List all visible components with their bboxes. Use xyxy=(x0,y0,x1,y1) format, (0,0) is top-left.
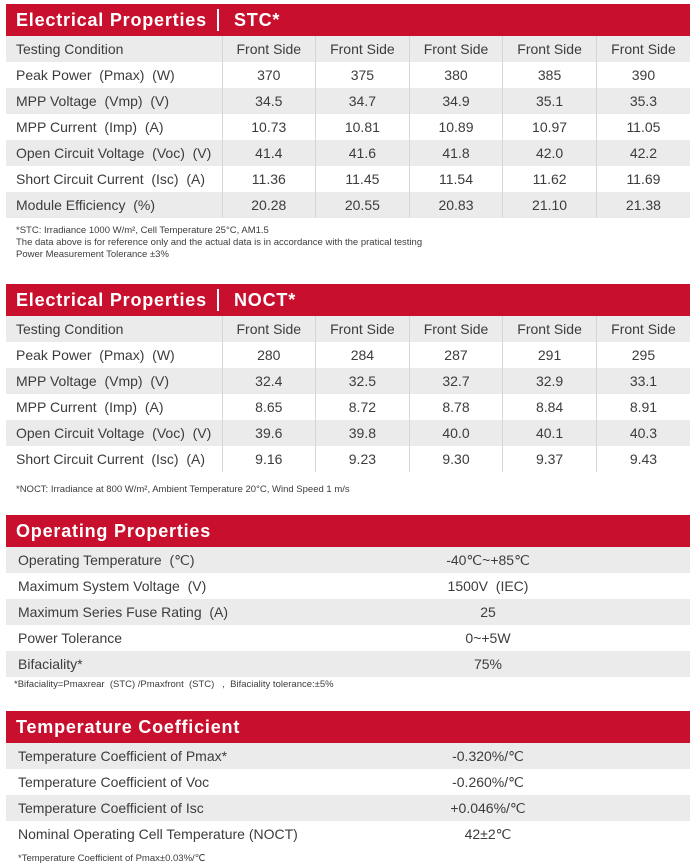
table-row xyxy=(6,420,690,446)
cell: 33.1 xyxy=(596,368,690,394)
table-row xyxy=(6,368,690,394)
row-value: 42±2℃ xyxy=(464,825,512,842)
table-row xyxy=(6,36,690,62)
operating-title: Operating Properties xyxy=(16,520,212,541)
cell: 11.69 xyxy=(626,171,661,187)
cell: Front Side xyxy=(316,36,410,62)
cell: 20.55 xyxy=(316,192,410,218)
noct-subtitle: NOCT* xyxy=(234,289,296,310)
row-label: MPP Voltage (Vmp) (V) xyxy=(6,368,222,394)
cell: 10.97 xyxy=(503,114,597,140)
row-label: Bifaciality* xyxy=(6,651,366,677)
cell: 11.36 xyxy=(222,166,316,192)
cell: 34.9 xyxy=(409,88,503,114)
row-label: MPP Voltage (Vmp) (V) xyxy=(6,88,222,114)
cell: 8.72 xyxy=(316,394,410,420)
noct-title: Electrical Properties xyxy=(16,289,207,310)
cell: 41.8 xyxy=(409,140,503,166)
row-label: Testing Condition xyxy=(6,316,222,342)
note-line: Power Measurement Tolerance ±3% xyxy=(16,249,169,260)
noct-table xyxy=(6,316,690,472)
row-label: Nominal Operating Cell Temperature (NOCT) xyxy=(18,826,298,842)
table-row xyxy=(6,821,690,847)
table-row xyxy=(6,446,690,472)
row-label: Short Circuit Current (Isc) (A) xyxy=(6,166,222,192)
cell: 32.4 xyxy=(222,368,316,394)
row-value: 0~+5W xyxy=(465,630,511,646)
row-label: Maximum System Voltage (V) xyxy=(18,578,207,594)
cell: 11.05 xyxy=(626,119,661,135)
cell: 34.5 xyxy=(222,88,316,114)
temperature-note xyxy=(6,853,690,865)
row-label: Temperature Coefficient of Pmax* xyxy=(6,743,366,769)
row-value: -0.260%/℃ xyxy=(452,773,524,790)
table-row xyxy=(6,743,690,769)
cell: Front Side xyxy=(596,316,690,342)
cell: Front Side xyxy=(222,316,316,342)
cell: 39.8 xyxy=(316,420,410,446)
cell: 385 xyxy=(503,62,597,88)
cell: 10.73 xyxy=(222,114,316,140)
cell: 20.83 xyxy=(409,192,503,218)
noct-header xyxy=(6,284,690,316)
cell: 32.5 xyxy=(316,368,410,394)
temperature-table xyxy=(6,743,690,847)
row-value: 75% xyxy=(366,651,690,677)
cell: 32.7 xyxy=(409,368,503,394)
table-row xyxy=(6,140,690,166)
cell: 8.65 xyxy=(222,394,316,420)
table-row xyxy=(6,795,690,821)
row-label: Peak Power (Pmax) (W) xyxy=(6,62,222,88)
cell: 10.89 xyxy=(409,114,503,140)
cell: 42.0 xyxy=(503,140,597,166)
noct-notes xyxy=(6,484,690,496)
cell: 295 xyxy=(631,347,656,363)
row-label: MPP Current (Imp) (A) xyxy=(6,114,222,140)
row-value: 1500V (IEC) xyxy=(447,578,529,594)
note-line: *STC: Irradiance 1000 W/m², Cell Temperature 25°C, AM1.5 xyxy=(16,225,269,236)
table-row xyxy=(6,547,690,573)
row-label: Module Efficiency (%) xyxy=(6,192,222,218)
operating-section xyxy=(6,515,690,691)
cell: 21.38 xyxy=(596,192,690,218)
cell: Front Side xyxy=(409,316,503,342)
table-row xyxy=(6,62,690,88)
table-row xyxy=(6,573,690,599)
note-line: *Temperature Coefficient of Pmax±0.03%/℃ xyxy=(18,853,206,864)
cell: 9.23 xyxy=(316,446,410,472)
cell: Front Side xyxy=(409,36,503,62)
cell: 9.30 xyxy=(409,446,503,472)
noct-section xyxy=(6,284,690,496)
table-row xyxy=(6,651,690,677)
cell: 40.3 xyxy=(596,420,690,446)
table-row xyxy=(6,192,690,218)
cell: Front Side xyxy=(503,36,597,62)
note-line: *Bifaciality=Pmaxrear (STC) /Pmaxfront (STC) , Bifaciality tolerance:±5% xyxy=(14,679,334,690)
cell: 39.6 xyxy=(222,420,316,446)
row-label: Operating Temperature (℃) xyxy=(6,547,366,573)
cell: 40.0 xyxy=(409,420,503,446)
cell: 11.54 xyxy=(409,166,503,192)
row-value: +0.046%/℃ xyxy=(366,795,690,821)
table-row xyxy=(6,599,690,625)
temperature-title: Temperature Coefficient xyxy=(16,716,241,737)
table-row xyxy=(6,166,690,192)
stc-section xyxy=(6,4,690,261)
cell: 375 xyxy=(316,62,410,88)
cell: 10.81 xyxy=(316,114,410,140)
cell: 35.1 xyxy=(503,88,597,114)
cell: 34.7 xyxy=(316,88,410,114)
operating-note xyxy=(6,679,690,691)
cell: 41.6 xyxy=(316,140,410,166)
row-label: Maximum Series Fuse Rating (A) xyxy=(6,599,366,625)
cell: 9.16 xyxy=(222,446,316,472)
cell: 35.3 xyxy=(596,88,690,114)
row-label: Peak Power (Pmax) (W) xyxy=(6,342,222,368)
table-row xyxy=(6,769,690,795)
table-row xyxy=(6,394,690,420)
table-row xyxy=(6,114,690,140)
stc-subtitle: STC* xyxy=(234,9,281,30)
cell: 8.78 xyxy=(409,394,503,420)
cell: 40.1 xyxy=(503,420,597,446)
operating-table xyxy=(6,547,690,677)
stc-notes xyxy=(6,225,690,261)
cell: 287 xyxy=(409,342,503,368)
row-label: Open Circuit Voltage (Voc) (V) xyxy=(6,420,222,446)
cell: 284 xyxy=(316,342,410,368)
table-row xyxy=(6,316,690,342)
operating-header xyxy=(6,515,690,547)
cell: 370 xyxy=(222,62,316,88)
row-label: Temperature Coefficient of Voc xyxy=(18,774,210,790)
table-row xyxy=(6,342,690,368)
cell: 11.62 xyxy=(503,166,597,192)
cell: 42.2 xyxy=(596,140,690,166)
header-divider xyxy=(217,289,219,311)
note-line: The data above is for reference only and the actual data is in accordance with the pratical testing xyxy=(16,237,423,248)
row-value: 25 xyxy=(366,599,690,625)
cell: 8.91 xyxy=(629,399,658,415)
row-label: Power Tolerance xyxy=(18,630,123,646)
stc-title: Electrical Properties xyxy=(16,9,207,30)
row-value: -40℃~+85℃ xyxy=(366,547,690,573)
cell: 32.9 xyxy=(503,368,597,394)
cell: 41.4 xyxy=(222,140,316,166)
table-row xyxy=(6,625,690,651)
row-label: Short Circuit Current (Isc) (A) xyxy=(6,446,222,472)
row-label: Testing Condition xyxy=(6,36,222,62)
cell: Front Side xyxy=(503,316,597,342)
row-label: Open Circuit Voltage (Voc) (V) xyxy=(6,140,222,166)
temperature-header xyxy=(6,711,690,743)
row-label: Temperature Coefficient of Isc xyxy=(6,795,366,821)
row-label: MPP Current (Imp) (A) xyxy=(6,394,222,420)
stc-table xyxy=(6,36,690,218)
cell: 291 xyxy=(503,342,597,368)
stc-header xyxy=(6,4,690,36)
cell: 9.43 xyxy=(629,451,658,467)
cell: 21.10 xyxy=(503,192,597,218)
row-value: -0.320%/℃ xyxy=(366,743,690,769)
note-line: *NOCT: Irradiance at 800 W/m², Ambient Temperature 20°C, Wind Speed 1 m/s xyxy=(16,484,350,495)
temperature-section xyxy=(6,711,690,865)
header-divider xyxy=(217,9,219,31)
cell: 11.45 xyxy=(316,166,410,192)
cell: 390 xyxy=(631,67,656,83)
cell: Front Side xyxy=(316,316,410,342)
cell: Front Side xyxy=(222,36,316,62)
cell: 380 xyxy=(409,62,503,88)
cell: 8.84 xyxy=(503,394,597,420)
cell: 280 xyxy=(222,342,316,368)
cell: 20.28 xyxy=(222,192,316,218)
cell: Front Side xyxy=(596,36,690,62)
table-row xyxy=(6,88,690,114)
cell: 9.37 xyxy=(503,446,597,472)
